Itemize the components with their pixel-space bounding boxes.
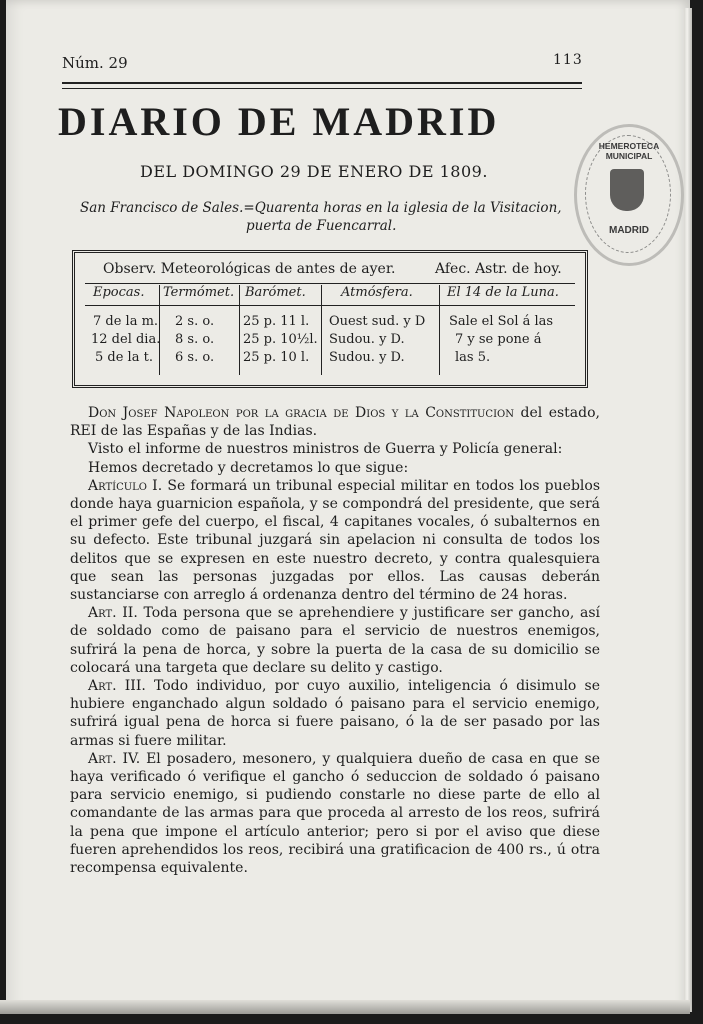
article-3	[70, 677, 600, 750]
row3-atmosfera: Sudou. y D.	[329, 350, 405, 365]
astro-line2: 7 y se pone á	[455, 332, 542, 347]
astro-line3: las 5.	[455, 350, 491, 365]
page-number: 113	[553, 52, 583, 68]
row3-termometro: 6 s. o.	[175, 350, 215, 365]
decree-opening	[70, 404, 600, 440]
weather-table-title: Observ. Meteorológicas de antes de ayer.	[103, 261, 396, 277]
issue-number: Núm. 29	[62, 54, 128, 72]
row1-termometro: 2 s. o.	[175, 314, 215, 329]
astro-line1: Sale el Sol á las	[449, 314, 554, 329]
row3-barometro: 25 p. 10 l.	[243, 350, 310, 365]
col-atmosfera: Atmósfera.	[341, 285, 413, 300]
header-rule	[62, 82, 582, 89]
row1-barometro: 25 p. 11 l.	[243, 314, 310, 329]
row2-epoca: 12 del dia.	[91, 332, 161, 347]
article-2	[70, 604, 600, 677]
col-divider	[321, 285, 322, 375]
article-3-label: Art. III.	[88, 678, 146, 695]
col-luna: El 14 de la Luna.	[447, 285, 559, 300]
col-barometro: Barómet.	[245, 285, 306, 300]
article-4	[70, 750, 600, 877]
opening-rest: del estado, REI de las Españas y de las Indias.	[70, 405, 600, 440]
article-4-text: El posadero, mesonero, y qualquiera dueño de casa en que se haya verificado ó verifique el gancho ó seduccion de soldado ó paisano para servicio enemigo, si pudiendo constarle no diese parte de ello al comandante de las armas para que proceda al arresto de los reos, sufrirá la pena que impone el artículo anterior; pero si por el aviso que diese fueren aprehendidos los reos, recibirá una gratificacion de 400 rs., ú otra recompensa equivalente.	[70, 750, 600, 877]
opening-titles: Don Josef Napoleon por la gracia de Dios y la Constitucion	[88, 405, 514, 421]
article-1-label: Artículo I.	[88, 477, 163, 494]
row1-atmosfera: Ouest sud. y D	[329, 314, 426, 329]
library-stamp	[574, 124, 684, 266]
row1-epoca: 7 de la m.	[93, 314, 159, 329]
stamp-bottom-text: MADRID	[609, 225, 649, 236]
page-edge	[684, 8, 692, 1012]
article-2-text: Toda persona que se aprehendiere y justificare ser gancho, así de soldado como de paisano para el servicio de nuestros enemigos, sufrirá la pena de horca, y sobre la puerta de la casa de su domicilio se colocará una targeta que declare su delito y castigo.	[70, 605, 600, 676]
weather-table	[72, 250, 588, 388]
col-termometro: Termómet.	[163, 285, 235, 300]
article-1	[70, 477, 600, 604]
col-divider	[439, 285, 440, 375]
page-bottom-edge	[0, 1000, 690, 1014]
stamp-top-text: HEMEROTECA MUNICIPAL	[598, 141, 660, 161]
decree-hemos: Hemos decretado y decretamos lo que sigue:	[88, 459, 409, 476]
article-4-label: Art. IV.	[88, 750, 141, 767]
row3-epoca: 5 de la t.	[95, 350, 153, 365]
table-rule-top	[85, 283, 575, 284]
decree-visto: Visto el informe de nuestros ministros de Guerra y Policía general:	[88, 441, 563, 458]
article-2-label: Art. II.	[88, 605, 138, 622]
weather-table-title-row	[75, 259, 585, 281]
col-epocas: Epocas.	[93, 285, 145, 300]
issue-date: DEL DOMINGO 29 DE ENERO DE 1809.	[140, 162, 488, 181]
coat-of-arms-icon	[610, 169, 644, 211]
col-divider	[159, 285, 160, 375]
newspaper-page	[6, 0, 690, 1012]
masthead-title: DIARIO DE MADRID	[58, 99, 500, 144]
astro-table-title: Afec. Astr. de hoy.	[435, 261, 562, 277]
row2-atmosfera: Sudou. y D.	[329, 332, 405, 347]
row2-termometro: 8 s. o.	[175, 332, 215, 347]
article-1-text: Se formará un tribunal especial militar en todos los pueblos donde haya guarnicion española, y se compondrá del presidente, que será el primer gefe del cuerpo, el fiscal, 4 capitanes vocales, ó subalternos en su defecto. Este tribunal juzgará sin apelacion ni consulta de todos los delitos que se expresen en este nuestro decreto, y contra qualesquiera que sean las personas juzgadas por ellos. Las causas deberán sustanciarse con arreglo á ordenanza dentro del término de 24 horas.	[70, 477, 601, 604]
row2-barometro: 25 p. 10½l.	[243, 332, 318, 347]
col-divider	[239, 285, 240, 375]
article-3-text: Todo individuo, por cuyo auxilio, inteligencia ó disimulo se hubiere enganchado algun soldado ó paisano para el servicio enemigo, sufrirá igual pena de horca si fuere paisano, ó la de ser pasado por las armas si fuere militar.	[70, 678, 601, 749]
saints-of-day-line2: puerta de Fuencarral.	[246, 218, 397, 234]
decree-text	[70, 404, 600, 877]
saints-of-day-line1: San Francisco de Sales.=Quarenta horas en la iglesia de la Visitacion,	[80, 200, 562, 216]
